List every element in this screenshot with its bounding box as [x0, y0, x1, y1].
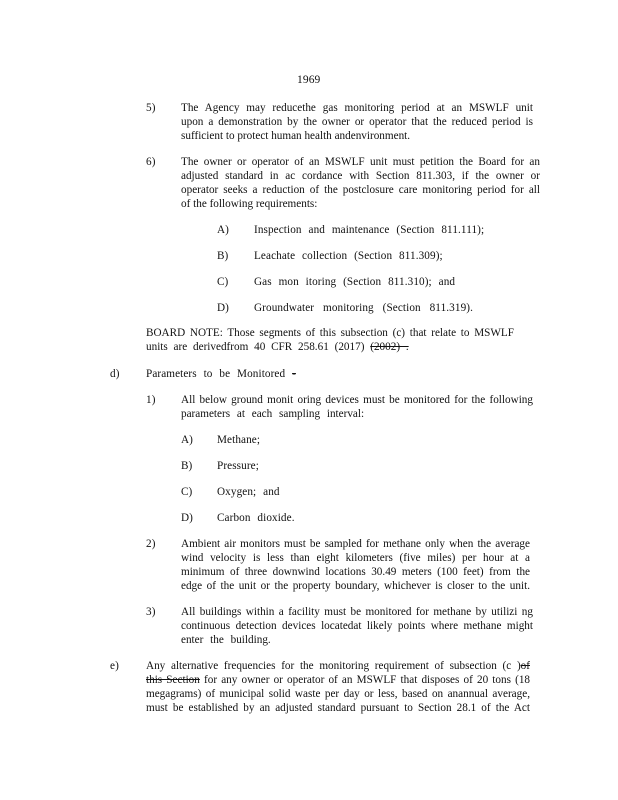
text-line: megagrams) of municipal solid waste per day or less, based on anannual average,	[146, 688, 530, 700]
sub-item-text: Methane;	[217, 434, 261, 446]
text-line: adjusted standard in ac cordance with Section 811.303, if the owner or	[181, 170, 540, 182]
text-line	[146, 673, 530, 687]
text-line: BOARD NOTE: Those segments of this subsection (c) that relate to MSWLF	[146, 327, 514, 339]
sub-item-text: Inspection and maintenance (Section 811.111);	[254, 224, 485, 236]
board-note-source: units are derivedfrom 40 CFR 258.61 (2017)	[146, 341, 365, 353]
text-line: edge of the unit or the property boundary, whichever is closer to the unit.	[181, 580, 530, 592]
struck-text: this Section	[146, 674, 200, 686]
text-line: continuous detection devices locatedat likely points where methane might	[181, 620, 533, 632]
sub-item-label: D)	[217, 302, 230, 314]
text-line: Ambient air monitors must be sampled for methane only when the average	[181, 538, 530, 550]
section-e-text	[146, 659, 530, 715]
item-d2-text	[181, 537, 530, 593]
text-line: must be established by an adjusted standard pursuant to Section 28.1 of the Act	[146, 702, 530, 714]
text-line: operator seeks a reduction of the postclosure care monitoring period for all	[181, 184, 540, 196]
item-d3-text	[181, 605, 533, 647]
sub-item-text: Pressure;	[217, 460, 259, 472]
section-e-text-b: for any owner or operator of an MSWLF that disposes of 20 tons (18	[199, 674, 531, 686]
sub-item-label: C)	[217, 276, 229, 288]
sub-item-label: C)	[181, 486, 193, 498]
sub-item-label: A)	[217, 224, 230, 236]
item-6-label: 6)	[146, 156, 156, 168]
struck-text: -	[292, 368, 296, 380]
text-line: enter the building.	[181, 634, 271, 646]
section-e-text-a: Any alternative frequencies for the monitoring requirement of subsection (c )	[146, 660, 521, 672]
item-d2-label: 2)	[146, 538, 156, 550]
text-line: The Agency may reducethe gas monitoring period at an MSWLF unit	[181, 102, 533, 114]
sub-item-label: B)	[217, 250, 229, 262]
section-d-title	[146, 367, 296, 381]
item-6-text	[181, 155, 540, 211]
sub-item-label: A)	[181, 434, 194, 446]
sub-item-text: Leachate collection (Section 811.309);	[254, 250, 443, 262]
text-line: parameters at each sampling interval:	[181, 408, 365, 420]
text-line: of the following requirements:	[181, 198, 318, 210]
section-d-title-text: Parameters to be Monitored	[146, 368, 286, 380]
text-line: The owner or operator of an MSWLF unit must petition the Board for an	[181, 156, 540, 168]
item-d1-label: 1)	[146, 394, 156, 406]
section-e-label: e)	[110, 660, 119, 672]
sub-item-label: B)	[181, 460, 193, 472]
sub-item-text: Gas mon itoring (Section 811.310); and	[254, 276, 456, 288]
struck-text: (2002) .	[370, 341, 409, 353]
sub-item-text: Carbon dioxide.	[217, 512, 295, 524]
text-line: upon a demonstration by the owner or operator that the reduced period is	[181, 116, 533, 128]
text-line	[146, 659, 530, 673]
struck-text: of	[520, 660, 530, 672]
text-line: All below ground monit oring devices must be monitored for the following	[181, 394, 533, 406]
text-line	[146, 340, 514, 354]
board-note	[146, 326, 514, 354]
sub-item-text: Oxygen; and	[217, 486, 280, 498]
sub-item-text: Groundwater monitoring (Section 811.319).	[254, 302, 473, 314]
sub-item-label: D)	[181, 512, 194, 524]
section-d-label: d)	[110, 368, 120, 380]
text-line: All buildings within a facility must be monitored for methane by utilizi ng	[181, 606, 533, 618]
item-d3-label: 3)	[146, 606, 156, 618]
page-number: 1969	[297, 74, 321, 86]
text-line: wind velocity is less than eight kilometers (five miles) per hour at a	[181, 552, 530, 564]
text-line: minimum of three downwind locations 30.49 meters (100 feet) from the	[181, 566, 530, 578]
item-5-text	[181, 101, 533, 143]
item-5-label: 5)	[146, 102, 156, 114]
text-line: sufficient to protect human health andenvironment.	[181, 130, 411, 142]
item-d1-text	[181, 393, 533, 421]
